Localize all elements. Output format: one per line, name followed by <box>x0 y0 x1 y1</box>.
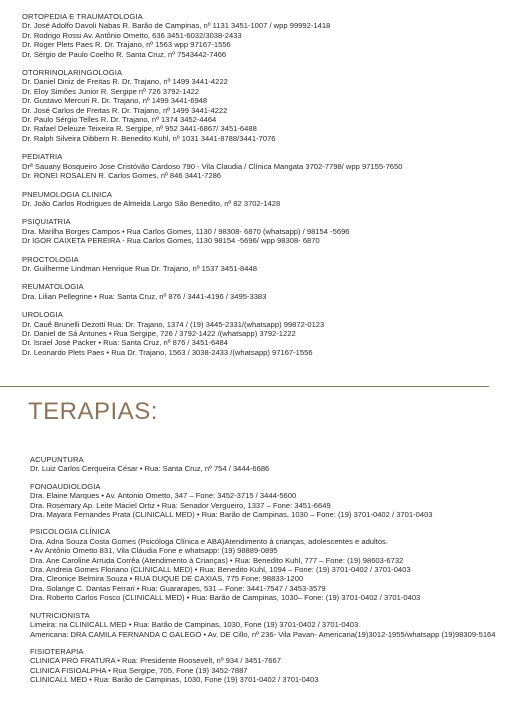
contact-line: Dr. Luiz Carlos Cerqueira César • Rua: Santa Cruz, nº 754 / 3444-6686 <box>30 464 270 474</box>
contact-line: Dr. Daniel Diniz de Freitas R. Dr. Trajano, nº 1499 3441-4222 <box>22 77 228 87</box>
contact-line: Dr. Eloy Simões Junior R. Sergipe nº 726 3792-1422 <box>22 86 200 96</box>
specialty-section <box>30 611 502 639</box>
contact-line: Dra. Adna Souza Costa Gomes (Psicóloga Clínica e ABA)Atendimento à crianças, adolescentes e adultos. <box>30 536 388 546</box>
specialty-section <box>30 482 502 520</box>
specialty-section <box>22 12 502 59</box>
contact-line: Dr. Israel José Packer • Rua: Santa Cruz, nº 876 / 3451-6484 <box>22 338 228 348</box>
specialty-heading: FISIOTERAPIA <box>30 646 84 656</box>
specialty-heading: NUTRICIONISTA <box>30 610 90 620</box>
contact-line: Dra. Solange C. Dantas Ferrari • Rua: Guararapes, 531 – Fone: 3441-7547 / 3453-3579 <box>30 583 326 593</box>
specialty-heading: UROLOGIA <box>22 310 63 320</box>
therapies-list <box>30 455 502 693</box>
specialty-heading: PSICOLOGIA CLÍNICA <box>30 527 111 537</box>
specialty-section <box>22 217 502 245</box>
contact-line: Dra. Lilian Pellegrine • Rua: Santa Cruz, nº 876 / 3441-4196 / 3495-3383 <box>22 291 267 301</box>
contact-line: Dr. Paulo Sérgio Telles R. Dr. Trajano, nº 1374 3452-4464 <box>22 115 217 125</box>
specialty-section <box>30 455 502 474</box>
contact-line: CLINICA PRÓ FRATURA • Rua: Presidente Roosevelt, nº 934 / 3451-7667 <box>30 656 281 666</box>
specialty-heading: PROCTOLOGIA <box>22 254 79 264</box>
contact-line: Dr. Leonardo Plets Paes • Rua Dr. Trajano, 1563 / 3038-2433 /(whatsapp) 97167-1556 <box>22 347 313 357</box>
contact-line: Dr. Roger Plets Paes R. Dr. Trajano, nº 1563 wpp 97167-1556 <box>22 40 231 50</box>
contact-line: Dr. Daniel de Sá Antunes • Rua Sergipe, 726 / 3792-1422 /(whatsapp) 3792-1222 <box>22 328 296 338</box>
contact-line: CLINICALL MED • Rua: Barão de Campinas, 1030, Fone (19) 3701-0402 / 3701-0403 <box>30 675 319 685</box>
specialty-section <box>30 647 502 685</box>
section-divider <box>0 386 489 387</box>
contact-line: Dr. Guilherme Lindman Henrique Rua Dr. Trajano, nº 1537 3451-8448 <box>22 263 257 273</box>
specialty-heading: REUMATOLOGIA <box>22 282 84 292</box>
terapias-title: TERAPIAS: <box>28 398 158 425</box>
specialty-section <box>22 190 502 209</box>
contact-line: Dr. José Carlos de Freitas R. Dr. Trajano, nº 1499 3441-4222 <box>22 105 228 115</box>
specialty-section <box>22 282 502 301</box>
contact-line: Dra. Roberto Carlos Fosco (CLINICALL MED) • Rua: Barão de Campinas, 1030– Fone: (19) 3701-0402 / 3701-0403 <box>30 593 421 603</box>
specialty-section <box>30 527 502 602</box>
contact-line: Americana: DRA CAMILA FERNANDA C GALEGO • Av. DE Cillo, nº 236- Vila Pavan- Americana(19)3012-1955/whatsapp (19)98309-5164 <box>30 629 496 639</box>
contact-line: Dra. Andreia Gomes Floriano (CLINICALL MED) • Rua: Benedito Kuhl, 1094 – Fone: (19) 3701-0402 / 3701-0403 <box>30 565 411 575</box>
specialty-heading: OTORRINOLARINGOLOGIA <box>22 68 123 78</box>
contact-line: Dra. Rosemary Ap. Leite Maciel Ortiz • Rua: Senador Vergueiro, 1337 – Fone: 3451-6649 <box>30 500 331 510</box>
contact-line: Dr. João Carlos Rodrigues de Almeida Largo São Benedito, nº 82 3702-1428 <box>22 198 281 208</box>
contact-line: Dra. Ane Caroline Arruda Corrêa (Atendimento à Crianças) • Rua: Benedito Kuhl, 777 – Fone: (19) 98603-6732 <box>30 555 404 565</box>
specialty-heading: PEDIATRIA <box>22 152 63 162</box>
contact-line: Dr. José Adolfo Davoli Nabas R. Barão de Campinas, nº 1131 3451-1007 / wpp 99992-1418 <box>22 21 331 31</box>
specialty-heading: FONOAUDIOLOGIA <box>30 481 101 491</box>
contact-line: Dra. Cleonice Belmira Souza • RUA DUQUE DE CAXIAS, 775 Fone: 98833-1200 <box>30 574 304 584</box>
top-specialties <box>22 12 502 366</box>
contact-line: Dr IGOR CAIXETA PEREIRA - Rua Carlos Gomes, 1130 98154 -5696/ wpp 98308- 6870 <box>22 236 320 246</box>
contact-line: • Av Antônio Ometto 831, Vila Cláudia Fone e whatsapp: (19) 98889-0895 <box>30 546 278 556</box>
contact-line: Dra. Mayara Fernandes Prata (CLINICALL MED) • Rua: Barão de Campinas, 1030 – Fone: (19) 3701-0402 / 3701-0403 <box>30 510 433 520</box>
specialty-section <box>22 68 502 143</box>
contact-line: Dr. RONEI ROSALEN R. Carlos Gomes, nº 846 3441-7286 <box>22 171 222 181</box>
specialty-heading: PNEUMOLOGIA CLINICA <box>22 189 113 199</box>
specialty-section <box>22 255 502 274</box>
contact-line: Dr. Rafael Deleuze Teixeira R. Sergipe, nº 952 3441-6867/ 3451-6488 <box>22 124 257 134</box>
specialty-heading: ORTOPEDIA E TRAUMATOLOGIA <box>22 12 143 21</box>
specialty-section <box>22 152 502 180</box>
specialty-section <box>22 310 502 357</box>
contact-line: Dra. Elaine Marques • Av. Antonio Ometto, 347 – Fone: 3452-3715 / 3444-5600 <box>30 491 297 501</box>
contact-line: Dr. Sérgio de Paulo Coelho R. Santa Cruz, nº 7543442-7466 <box>22 49 227 59</box>
contact-line: Dr. Rodrigo Rossi Av. Antônio Ometto, 636 3451-6032/3038-2433 <box>22 30 242 40</box>
specialty-heading: PSIQUIATRIA <box>22 217 71 227</box>
contact-line: Limeira: na CLINICALL MED • Rua: Barão de Campinas, 1030, Fone (19) 3701-0402 / 3701-0403 <box>30 620 359 630</box>
contact-line: Dr. Ralph Silveira Dibbern R. Benedito Kuhl, nº 1031 3441-8788/3441-7076 <box>22 133 276 143</box>
contact-line: Dr. Gustavo Mercuri R. Dr. Trajano, nº 1499 3441-6948 <box>22 96 208 106</box>
contact-line: Drª Sauany Bosqueiro Jose Cristóvão Cardoso 790 - Vila Claudia / Clínica Mangata 3702-7798/ wpp 97155-7650 <box>22 161 403 171</box>
contact-line: CLINICA FISIOALPHA • Rua Sergipe, 705, Fone (19) 3452-7887 <box>30 665 248 675</box>
specialty-heading: ACUPUNTURA <box>30 455 84 464</box>
contact-line: Dr. Cauê Brunelli Dezotti Rua: Dr. Trajano, 1374 / (19) 3445-2331/(whatsapp) 99872-0123 <box>22 319 325 329</box>
contact-line: Dra. Marilha Borges Campos • Rua Carlos Gomes, 1130 / 98308- 6870 (whatsapp) / 98154 -5696 <box>22 226 350 236</box>
